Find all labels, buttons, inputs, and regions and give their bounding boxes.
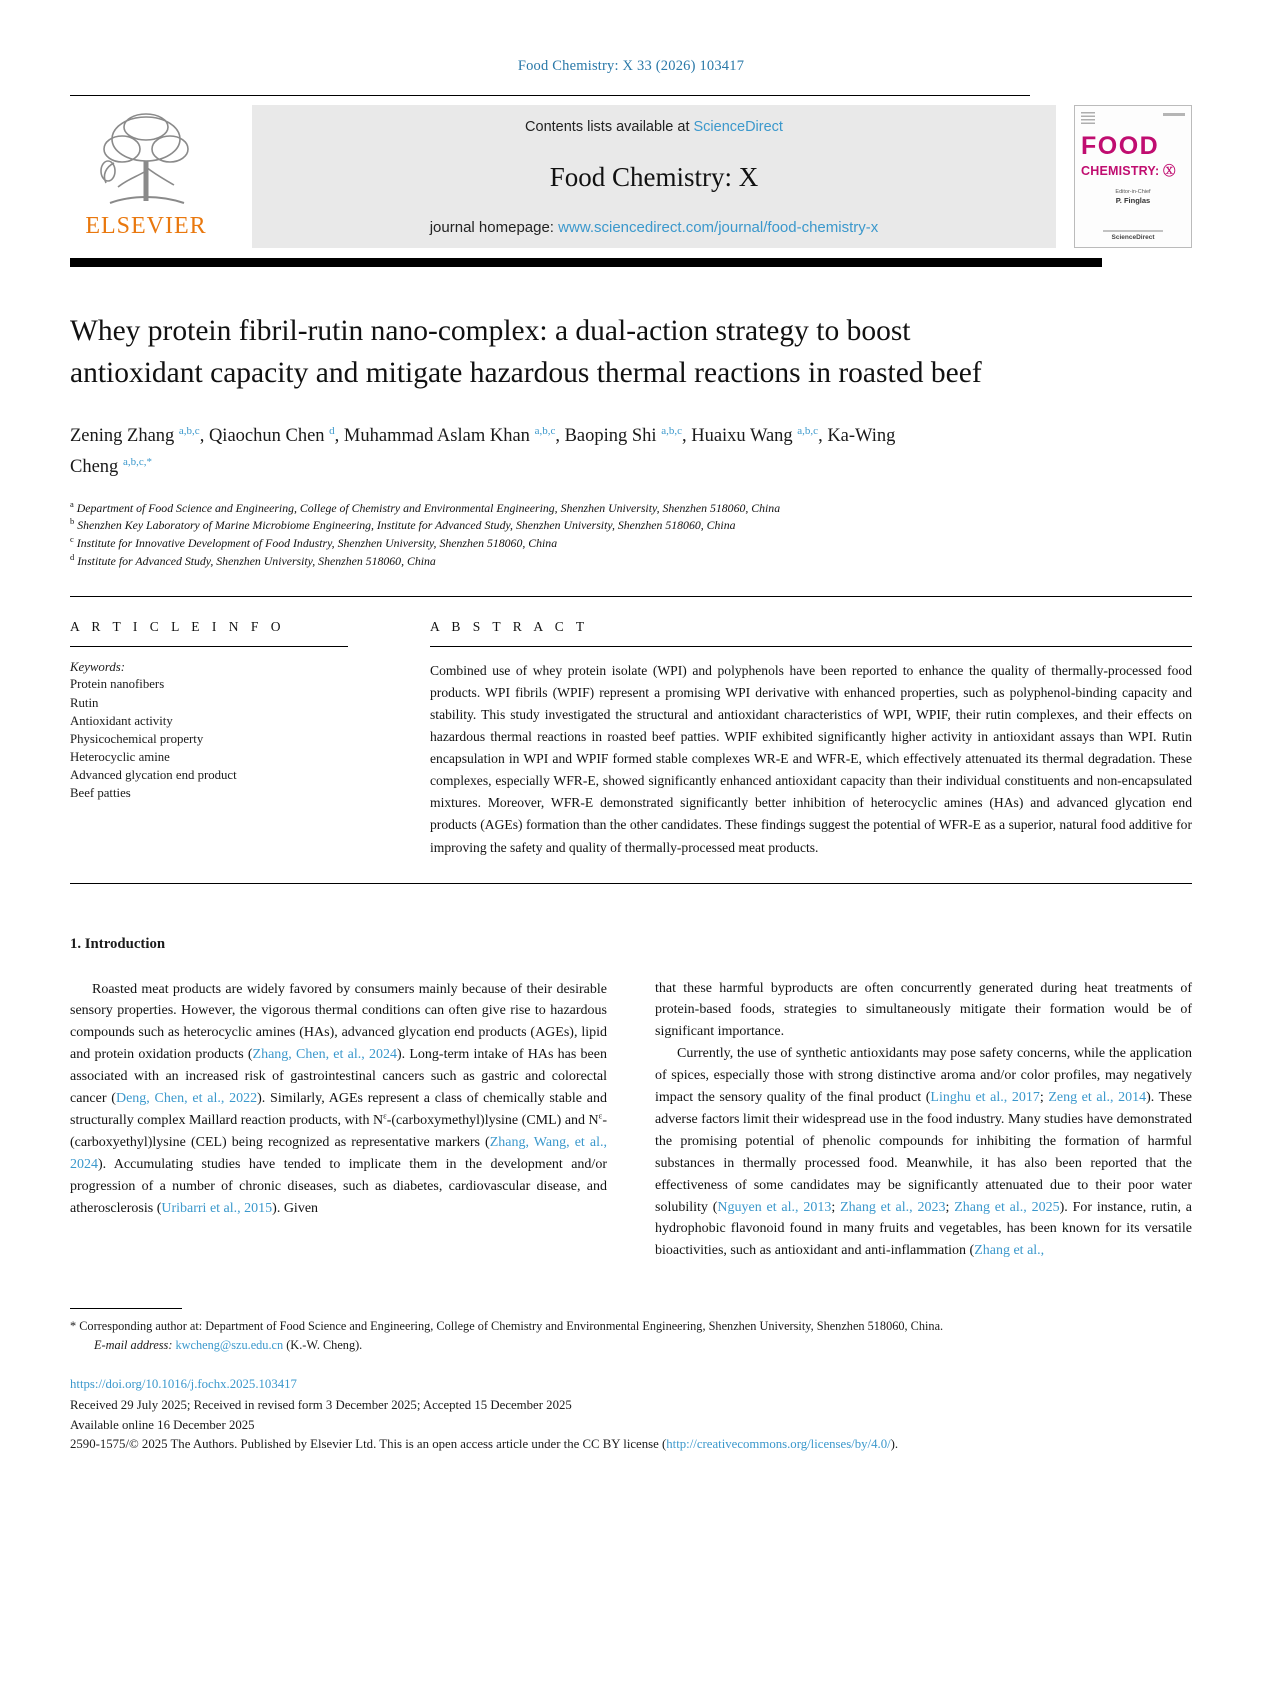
intro-paragraph-1-continued: that these harmful byproducts are often concurrently generated during heat treatments of protein-based foods, strategies to simultaneously mitigate their formation would be of significant importance.	[655, 980, 1192, 1040]
author-name: Qiaochun Chen	[208, 425, 325, 446]
journal-reference: Food Chemistry: X 33 (2026) 103417	[517, 58, 745, 74]
homepage-prefix: journal homepage:	[429, 219, 559, 236]
received-line: Received 29 July 2025; Received in revised form 3 December 2025; Accepted 15 December 2025	[70, 1397, 572, 1412]
journal-cover-thumbnail[interactable]	[1074, 105, 1192, 248]
article-title: Whey protein fibril-rutin nano-complex: a dual-action strategy to boost antioxidant capacity and mitigate hazardous thermal reactions in roasted beef	[70, 315, 982, 389]
info-top-rule	[70, 596, 1192, 597]
affiliation-sup: a	[70, 498, 74, 509]
affiliation-text: Institute for Innovative Development of Food Industry, Shenzhen University, Shenzhen 518060, China	[76, 536, 558, 550]
citation-link[interactable]: http://creativecommons.org/licenses/by/4.0/	[666, 1437, 891, 1452]
keyword-item: Advanced glycation end product	[70, 768, 237, 783]
intro-left-column	[70, 936, 607, 1263]
keywords-label: Keywords:	[70, 660, 125, 675]
affiliation-line	[70, 553, 1192, 571]
article-dates	[70, 1396, 1192, 1455]
citation-link[interactable]: Zhang et al.,	[974, 1243, 1045, 1259]
author-affiliation-sup[interactable]: a,b,c	[661, 424, 682, 437]
corresponding-author-note: * Corresponding author at: Department of Food Science and Engineering, College of Chemistry and Environmental Engineering, Shenzhen University, Shenzhen 518060, China.	[70, 1319, 944, 1334]
affiliation-text: Department of Food Science and Engineering, College of Chemistry and Environmental Engineering, Shenzhen University, Shenzhen 518060, China	[76, 500, 781, 515]
citation-link[interactable]: Zhang, Chen, et al., 2024	[252, 1047, 397, 1063]
info-abstract-section	[70, 619, 1192, 858]
elsevier-wordmark: ELSEVIER	[85, 213, 207, 239]
keywords-list	[70, 675, 348, 802]
citation-link[interactable]: kwcheng@szu.edu.cn	[175, 1337, 284, 1352]
header-top-rule	[70, 95, 1030, 96]
keyword-item: Antioxidant activity	[70, 713, 173, 728]
author	[691, 426, 827, 446]
cover-title-chemistry: CHEMISTRY: Ⓧ	[1081, 164, 1176, 178]
cover-availability-placeholder	[1103, 230, 1163, 233]
author	[70, 426, 209, 446]
keyword-item: Protein nanofibers	[70, 677, 165, 692]
elsevier-tree-icon	[92, 105, 200, 217]
contents-line	[262, 119, 1046, 135]
cover-issn-placeholder	[1163, 113, 1185, 116]
author	[344, 426, 565, 446]
affiliation-sup: d	[70, 551, 75, 562]
affiliation-sup: b	[70, 516, 75, 527]
doi-link[interactable]: https://doi.org/10.1016/j.fochx.2025.103417	[70, 1376, 297, 1391]
author-separator: ,	[818, 425, 828, 446]
contents-prefix: Contents lists available at	[525, 119, 694, 135]
author-affiliation-sup[interactable]: a,b,c	[534, 424, 556, 437]
cover-title-food: FOOD	[1081, 132, 1160, 160]
author-separator: ,	[555, 425, 565, 446]
keyword-item: Physicochemical property	[70, 731, 204, 746]
author-affiliation-sup[interactable]: a,b,c	[178, 424, 200, 437]
author-affiliation-sup[interactable]: a,b,c	[797, 424, 819, 437]
intro-paragraph-2: Currently, the use of synthetic antioxidants may pose safety concerns, while the application of spices, especially those with strong distinctive aroma and/or color profiles, may negatively impact the sensory quality of the final product (Linghu et al., 2017; Zeng et al., 2014). These adverse factors limit their widespread use in the food industry. Many studies have demonstrated the promising potential of phenolic compounds for inhibiting the formation of harmful substances in thermally processed food. Meanwhile, it has also been reported that the effectiveness of some candidates may be significantly attenuated due to their poor water solubility (Nguyen et al., 2013; Zhang et al., 2023; Zhang et al., 2025). For instance, rutin, a hydrophobic flavonoid found in many fruits and vegetables, has been known for its versatile bioactivities, such as antioxidant and anti-inflammation (Zhang et al.,	[655, 1046, 1193, 1259]
abstract-column	[430, 619, 1192, 858]
author	[565, 426, 692, 446]
author-name: Baoping Shi	[564, 425, 657, 446]
author-name: Muhammad Aslam Khan	[343, 425, 530, 446]
affiliation-text: Shenzhen Key Laboratory of Marine Microbiome Engineering, Institute for Advanced Study, Shenzhen University, Shenzhen 518060, China	[77, 518, 736, 533]
article-info-rule	[70, 646, 348, 647]
keyword-item: Rutin	[70, 695, 99, 710]
citation-link[interactable]: Zhang, Wang, et al., 2024	[70, 1134, 607, 1172]
abstract-rule	[430, 646, 1192, 647]
journal-homepage-link[interactable]: www.sciencedirect.com/journal/food-chemistry-x	[558, 219, 879, 236]
keyword-item: Heterocyclic amine	[70, 750, 170, 764]
author-name: Ka-Wing Cheng	[70, 425, 896, 478]
cover-editor-label: Editor-in-Chief	[1115, 189, 1151, 195]
elsevier-logo[interactable]	[70, 105, 222, 248]
author-separator: ,	[199, 425, 209, 446]
author-affiliation-sup[interactable]: d	[329, 424, 335, 437]
citation-link[interactable]: Zhang et al., 2023	[840, 1199, 946, 1215]
keyword-item: Beef patties	[70, 786, 131, 801]
author	[209, 426, 344, 446]
citation-link[interactable]: Zeng et al., 2014	[1048, 1090, 1147, 1106]
journal-header	[70, 105, 1192, 248]
author-separator: ,	[334, 425, 344, 446]
affiliation-list	[70, 500, 1192, 571]
cover-sciencedirect-brand: ScienceDirect	[1111, 234, 1155, 241]
info-bottom-rule	[70, 883, 1192, 884]
citation-link[interactable]: Deng, Chen, et al., 2022	[115, 1091, 258, 1107]
introduction-section	[70, 936, 1192, 1263]
copyright-line: 2590-1575/© 2025 The Authors. Published by Elsevier Ltd. This is an open access article under the CC BY license (http://creativecommons.org/licenses/by/4.0/).	[70, 1437, 899, 1452]
author-list	[70, 421, 900, 484]
affiliation-line	[70, 500, 1192, 518]
introduction-heading: 1. Introduction	[70, 935, 166, 952]
citation-link[interactable]: Uribarri et al., 2015	[161, 1200, 273, 1216]
intro-paragraph-1: Roasted meat products are widely favored by consumers mainly because of their desirable sensory properties. However, the vigorous thermal conditions can often give rise to hazardous compounds such as heterocyclic amines (HAs), advanced glycation end products (AGEs), lipid and protein oxidation products (Zhang, Chen, et al., 2024). Long-term intake of HAs has been associated with an increased risk of gastrointestinal cancers such as gastric and colorectal cancer (Deng, Chen, et al., 2022). Similarly, AGEs represent a class of chemically stable and structurally complex Maillard reaction products, with $N^\varepsilon-(carboxymethyl)lysine$ (CML) and $N^\varepsilon-(carboxyethyl)lysine$ (CEL) being recognized as representative markers (Zhang, Wang, et al., 2024). Accumulating studies have tended to implicate them in the development and/or progression of a number of chronic diseases, such as diabetes, cardiovascular disease, and atherosclerosis (Uribarri et al., 2015). Given	[70, 981, 607, 1216]
citation-link[interactable]: Nguyen et al., 2013	[717, 1199, 832, 1215]
abstract-heading: A B S T R A C T	[430, 619, 589, 635]
sciencedirect-link[interactable]: ScienceDirect	[693, 119, 783, 135]
citation-link[interactable]: Linghu et al., 2017	[930, 1090, 1040, 1106]
journal-banner	[252, 105, 1056, 248]
affiliation-line	[70, 517, 1192, 535]
header-divider-bar	[70, 258, 1102, 267]
author-name: Huaixu Wang	[691, 425, 793, 446]
author-affiliation-sup[interactable]: a,b,c,*	[122, 456, 152, 469]
cover-tree-icon	[1081, 112, 1095, 126]
article-info-heading: A R T I C L E I N F O	[70, 619, 286, 635]
available-online-line: Available online 16 December 2025	[70, 1417, 255, 1432]
email-line: E-mail address: kwcheng@szu.edu.cn (K.-W. Cheng).	[94, 1337, 363, 1352]
affiliation-line	[70, 535, 1192, 553]
citation-link[interactable]: Zhang et al., 2025	[954, 1199, 1060, 1215]
intro-right-column	[655, 936, 1192, 1263]
affiliation-text: Institute for Advanced Study, Shenzhen University, Shenzhen 518060, China	[77, 553, 436, 568]
footnote-rule	[70, 1308, 182, 1309]
abstract-text: Combined use of whey protein isolate (WPI) and polyphenols have been reported to enhance the quality of thermally-processed food products. WPI fibrils (WPIF) represent a promising WPI derivative with enhanced properties, such as polyphenol-binding capacity and stability. This study investigated the structural and antioxidant characteristics of WPI, WPIF, their rutin complexes, and their effects on hazardous thermal reactions in roasted beef patties. WPIF exhibited significantly higher activity in antioxidant assays than WPI. Rutin encapsulation in WPI and WPIF formed stable complexes WR-E and WFR-E, which effectively attenuated its thermal degradation. These complexes, especially WFR-E, showed significantly enhanced antioxidant capacity than their individual constituents and non-encapsulated mixtures. Moreover, WFR-E demonstrated significantly better inhibition of heterocyclic amines (HAs) and advanced glycation end products (AGEs) formation than the other candidates. These findings suggest the potential of WFR-E as a superior, natural food additive for improving the safety and quality of thermally-processed meat products.	[430, 663, 1192, 855]
affiliation-sup: c	[70, 534, 74, 545]
homepage-line	[262, 219, 1046, 236]
article-info-column	[70, 619, 348, 858]
journal-title: Food Chemistry: X	[549, 161, 759, 192]
author-name: Zening Zhang	[70, 425, 175, 446]
author-separator: ,	[681, 425, 692, 446]
cover-footer	[1075, 230, 1191, 242]
cover-editor-name: P. Finglas	[1115, 196, 1151, 205]
